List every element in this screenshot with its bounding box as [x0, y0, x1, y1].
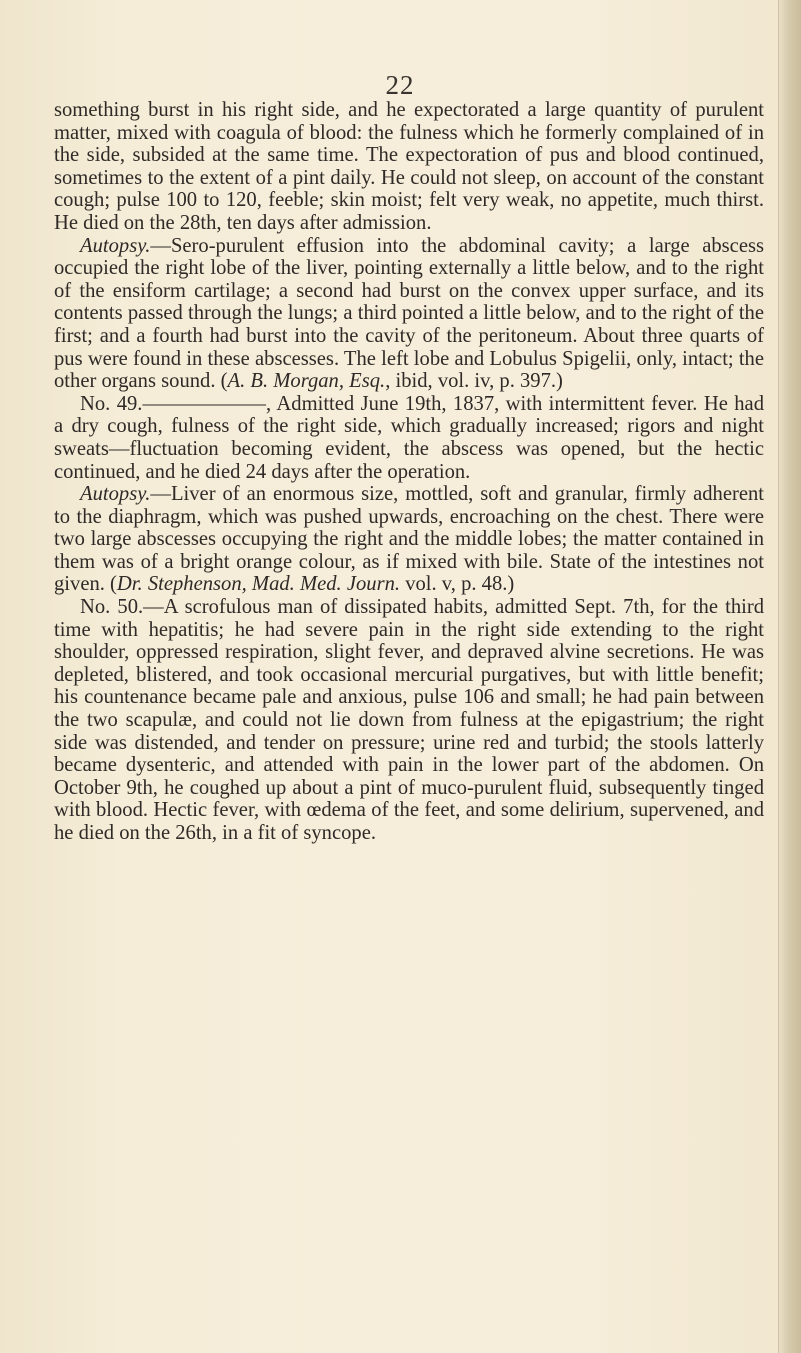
paragraph-lead: Autopsy. — [80, 234, 151, 257]
page-number: 22 — [385, 70, 415, 100]
paragraph-text: —Liver of an enormous size, mottled, soft and granular, firmly adherent to the diaphragm, which was pushed upwards, encroaching on the chest. There were two large abscesses occupying the right and the middle lobes; the matter contained in them was of a bright orange colour, as if mixed with bile. State of the intestines not given. ( — [54, 483, 764, 596]
paragraph-text: No. 50.—A scrofulous man of dissipated habits, admitted Sept. 7th, for the third time with hepatitis; he had severe pain in the right side extending to the right shoulder, oppressed respiration, slight fever, and depraved alvine secretions. He was depleted, blistered, and took occasional mercurial purgatives, but with little benefit; his countenance became pale and anxious, pulse 106 and small; he had pain between the two scapulæ, and could not lie down from fulness at the epigastrium; the right side was distended, and tender on pressure; urine red and turbid; the stools latterly became dysenteric, and attended with pain in the lower part of the abdomen. On October 9th, he coughed up about a pint of muco-purulent fluid, subsequently tinged with blood. Hectic fever, with œdema of the feet, and some delirium, supervened, and he died on the 26th, in a fit of syncope. — [54, 596, 764, 844]
citation: Dr. Stephenson, Mad. Med. Journ. — [116, 573, 401, 596]
paragraph-text: No. 49.——————, Admitted June 19th, 1837, with intermittent fever. He had a dry cough, fulness of the right side, which gradually increased; rigors and night sweats—fluctuation becoming evident, the abscess was opened, but the hectic continued, and he died 24 days after the operation. — [54, 392, 764, 483]
paragraph-case-49 — [54, 393, 764, 483]
body-text — [54, 99, 764, 845]
citation-tail: vol. v, p. 48.) — [400, 573, 515, 596]
paragraph-text: something burst in his right side, and he expectorated a large quantity of purulent matter, mixed with coagula of blood: the fulness which he formerly complained of in the side, subsided at the same time. The expectoration of pus and blood continued, sometimes to the extent of a pint daily. He could not sleep, on account of the constant cough; pulse 100 to 120, feeble; skin moist; felt very weak, no appetite, much thirst. He died on the 28th, ten days after admission. — [54, 99, 764, 234]
citation: A. B. Morgan, Esq. — [227, 370, 386, 393]
paragraph-text: —Sero-purulent effusion into the abdominal cavity; a large abscess occupied the right lobe of the liver, pointing externally a little below, and to the right of the ensiform cartilage; a second had burst on the convex upper surface, and its contents passed through the lungs; a third pointed a little below, and to the right of the first; and a fourth had burst into the cavity of the peritoneum. About three quarts of pus were found in these abscesses. The left lobe and Lobulus Spigelii, only, intact; the other organs sound. ( — [54, 234, 764, 393]
paragraph-continuation — [54, 99, 764, 235]
paragraph-case-50 — [54, 596, 764, 845]
citation-tail: , ibid, vol. iv, p. 397.) — [385, 370, 563, 393]
paragraph-autopsy-49 — [54, 483, 764, 596]
paragraph-lead: Autopsy. — [80, 483, 151, 506]
paragraph-autopsy-48 — [54, 235, 764, 393]
page-edge-shadow — [778, 0, 801, 1353]
